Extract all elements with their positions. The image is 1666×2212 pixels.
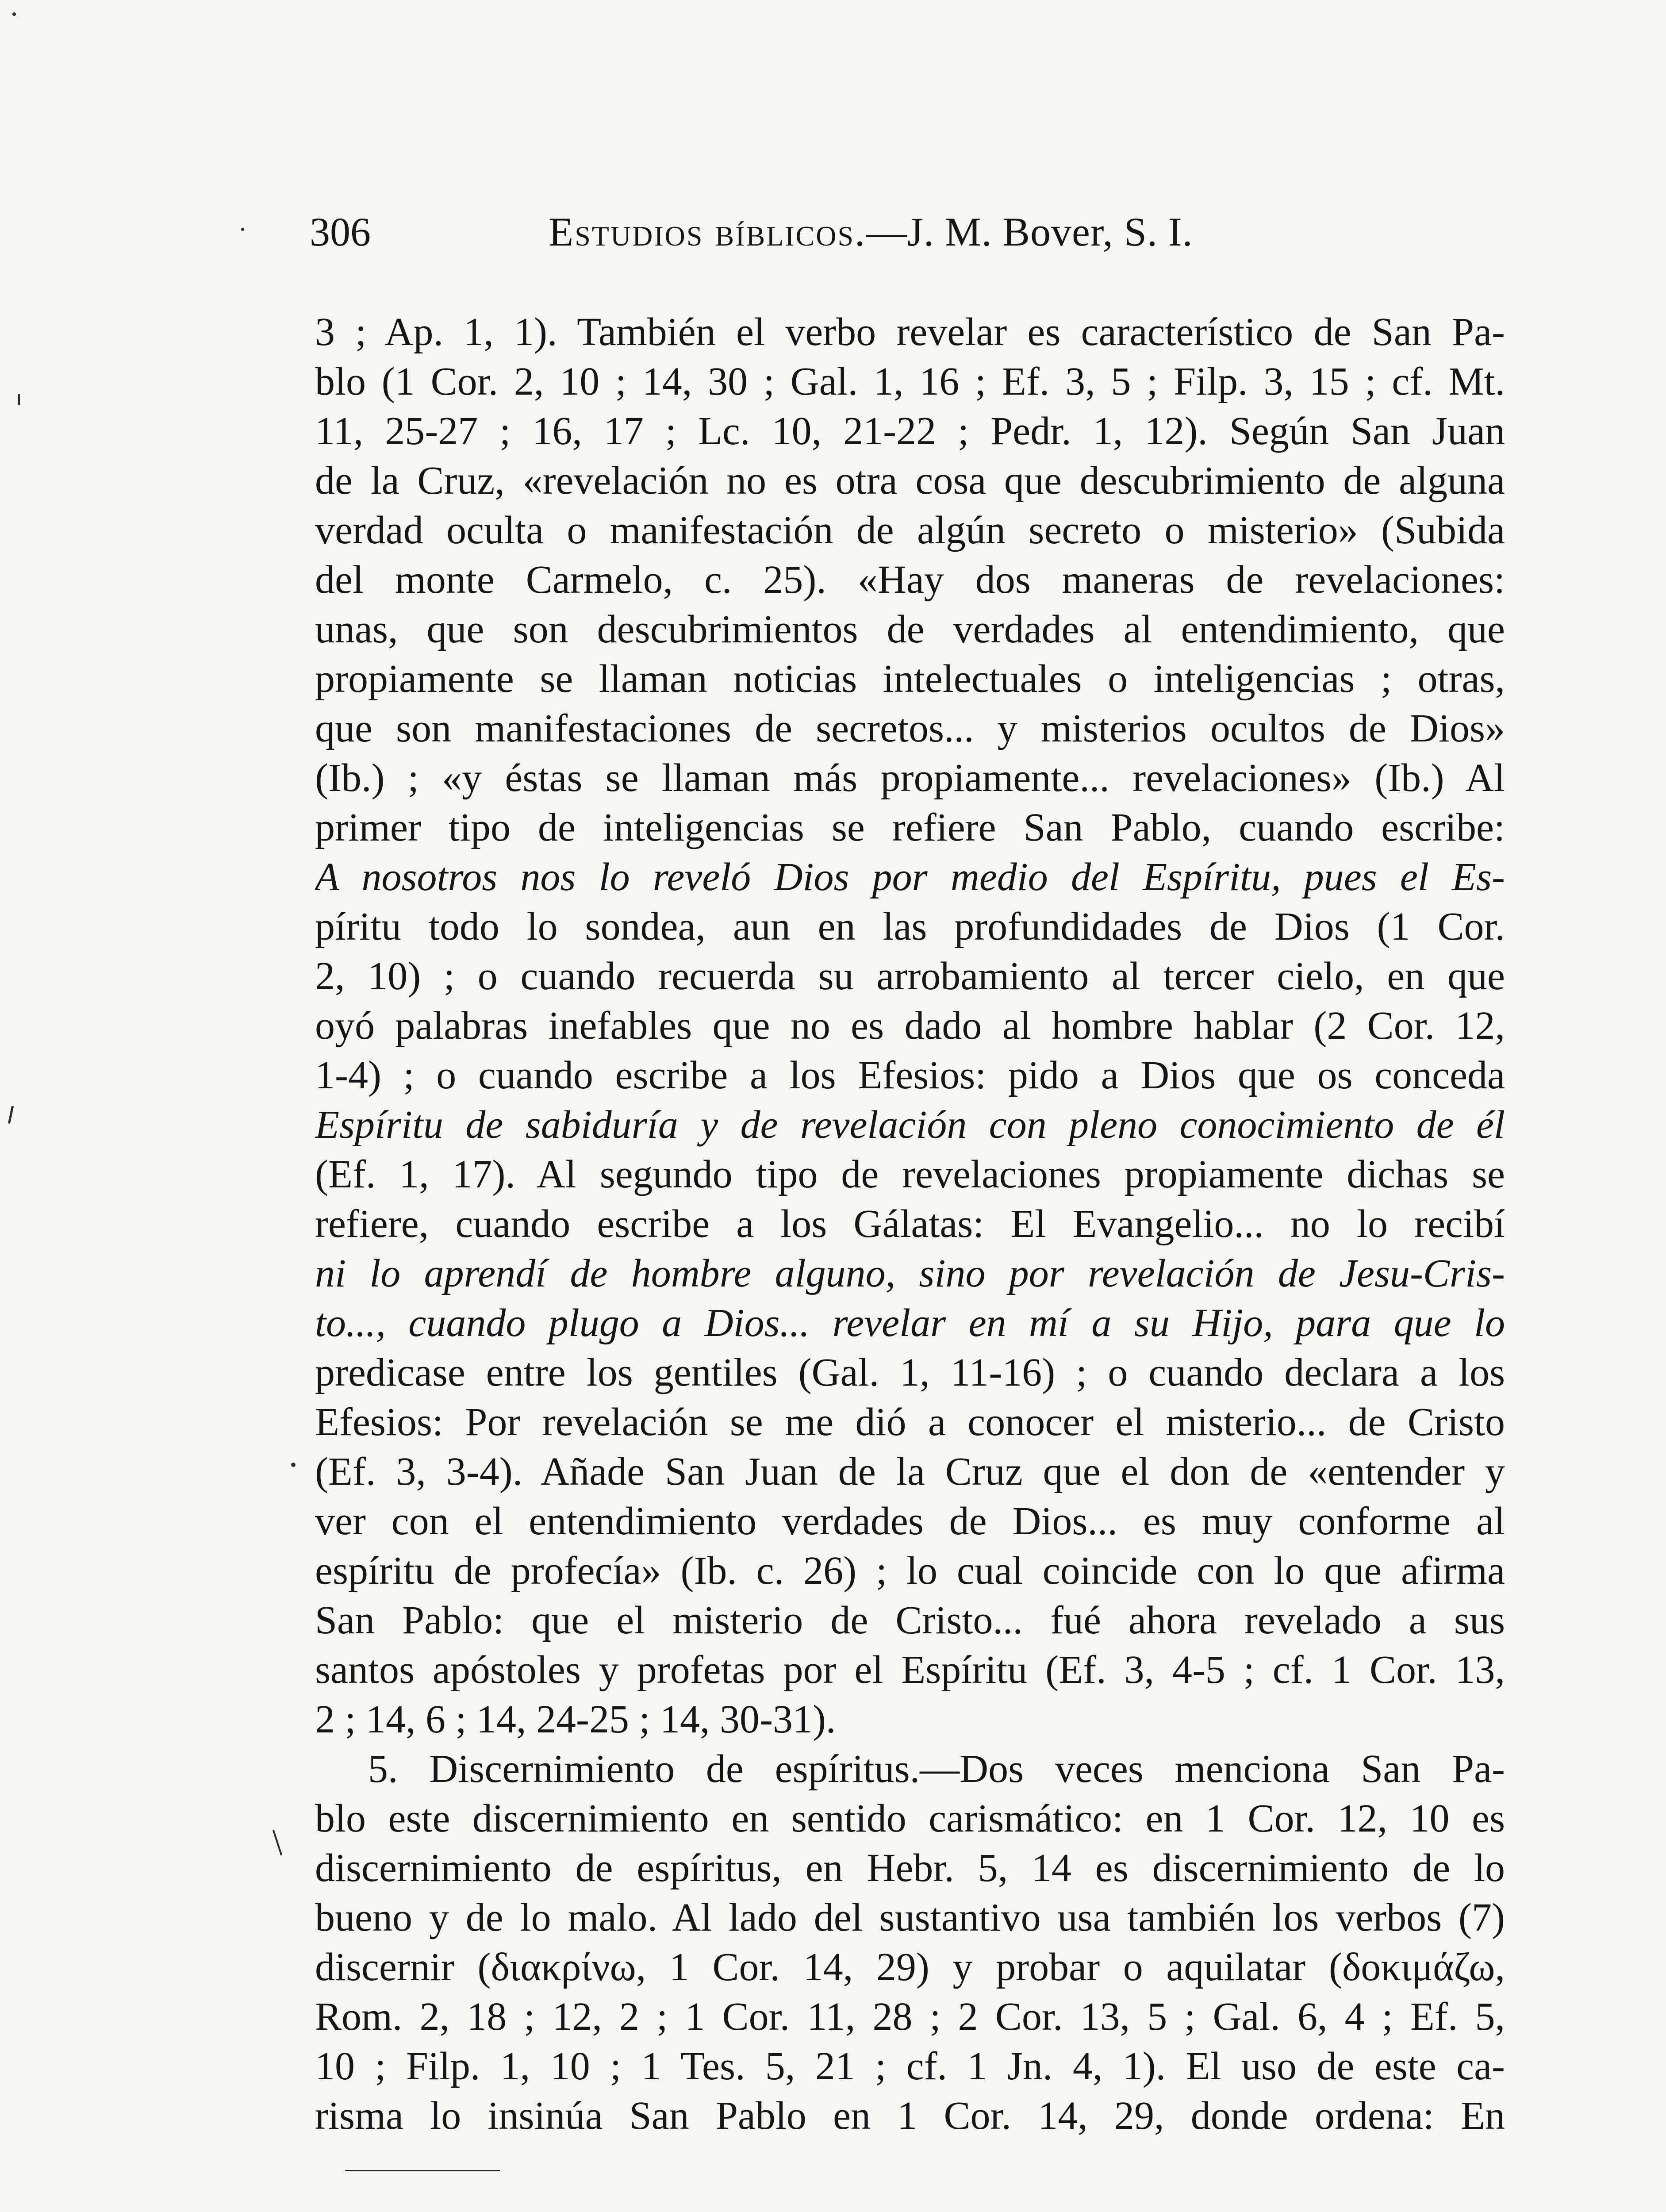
text-line: (Ef. 1, 17). Al segundo tipo de revelaciones propiamente dichas se — [315, 1152, 1505, 1196]
scan-speck — [8, 1106, 14, 1124]
text-line: unas, que son descubrimientos de verdades al entendimiento, que — [315, 607, 1505, 651]
footnote-line — [345, 2210, 1504, 2212]
text-line: Rom. 2, 18 ; 12, 2 ; 1 Cor. 11, 28 ; 2 Cor. 13, 5 ; Gal. 6, 4 ; Ef. 5, — [315, 1995, 1505, 2039]
page-header — [310, 207, 1509, 257]
text-line: 10 ; Filp. 1, 10 ; 1 Tes. 5, 21 ; cf. 1 Jn. 4, 1). El uso de este ca- — [315, 2044, 1505, 2088]
text-line: predicase entre los gentiles (Gal. 1, 11-16) ; o cuando declara a los — [315, 1351, 1505, 1394]
text-line: blo (1 Cor. 2, 10 ; 14, 30 ; Gal. 1, 16 ; Ef. 3, 5 ; Filp. 3, 15 ; cf. Mt. — [315, 360, 1505, 403]
scan-speck — [241, 228, 244, 231]
text-line: de la Cruz, «revelación no es otra cosa que descubrimiento de alguna — [315, 459, 1505, 503]
scan-speck — [18, 394, 20, 405]
text-line: San Pablo: que el misterio de Cristo... fué ahora revelado a sus — [315, 1598, 1505, 1642]
scan-speck — [12, 12, 16, 16]
footnote-rule — [345, 2170, 500, 2171]
text-line: píritu todo lo sondea, aun en las profundidades de Dios (1 Cor. — [315, 905, 1505, 949]
text-line: Efesios: Por revelación se me dió a conocer el misterio... de Cristo — [315, 1400, 1505, 1444]
text-line: A nosotros nos lo reveló Dios por medio del Espíritu, pues el Es- — [315, 855, 1505, 899]
running-head — [549, 207, 1193, 257]
text-line: primer tipo de inteligencias se refiere San Pablo, cuando escribe: — [315, 806, 1505, 849]
text-line: espíritu de profecía» (Ib. c. 26) ; lo cual coincide con lo que afirma — [315, 1549, 1505, 1593]
text-line: propiamente se llaman noticias intelectuales o inteligencias ; otras, — [315, 657, 1505, 701]
text-line: santos apóstoles y profetas por el Espíritu (Ef. 3, 4-5 ; cf. 1 Cor. 13, — [315, 1648, 1505, 1692]
running-head-author: —J. M. Bover, S. I. — [866, 209, 1193, 254]
text-line: 1-4) ; o cuando escribe a los Efesios: pido a Dios que os conceda — [315, 1053, 1505, 1097]
text-line: discernimiento de espíritus, en Hebr. 5, 14 es discernimiento de lo — [315, 1846, 1505, 1890]
text-line: ni lo aprendí de hombre alguno, sino por revelación de Jesu-Cris- — [315, 1252, 1505, 1295]
text-line: bueno y de lo malo. Al lado del sustantivo usa también los verbos (7) — [315, 1896, 1505, 1939]
text-line: 2, 10) ; o cuando recuerda su arrobamiento al tercer cielo, en que — [315, 954, 1505, 998]
text-line: refiere, cuando escribe a los Gálatas: El Evangelio... no lo recibí — [315, 1202, 1505, 1246]
text-line: oyó palabras inefables que no es dado al hombre hablar (2 Cor. 12, — [315, 1004, 1505, 1048]
text-line: ver con el entendimiento verdades de Dios... es muy conforme al — [315, 1499, 1505, 1543]
text-line: to..., cuando plugo a Dios... revelar en mí a su Hijo, para que lo — [315, 1301, 1505, 1345]
text-line: discernir (διακρίνω, 1 Cor. 14, 29) y probar o aquilatar (δοκιμάζω, — [315, 1945, 1505, 1989]
text-line: que son manifestaciones de secretos... y misterios ocultos de Dios» — [315, 707, 1505, 750]
text-line: risma lo insinúa San Pablo en 1 Cor. 14, 29, donde ordena: En — [315, 2094, 1505, 2138]
page-number: 306 — [310, 209, 371, 254]
running-head-title: Estudios bíblicos. — [549, 209, 867, 254]
text-line: verdad oculta o manifestación de algún secreto o misterio» (Subida — [315, 508, 1505, 552]
text-line: (Ib.) ; «y éstas se llaman más propiamente... revelaciones» (Ib.) Al — [315, 756, 1505, 800]
text-line: (Ef. 3, 3-4). Añade San Juan de la Cruz que el don de «entender y — [315, 1450, 1505, 1494]
scan-speck — [291, 1463, 296, 1467]
text-line: 2 ; 14, 6 ; 14, 24-25 ; 14, 30-31). — [315, 1697, 836, 1741]
scan-speck — [273, 1830, 282, 1855]
text-line: Espíritu de sabiduría y de revelación con pleno conocimiento de él — [315, 1103, 1505, 1147]
text-line: blo este discernimiento en sentido carismático: en 1 Cor. 12, 10 es — [315, 1797, 1505, 1840]
text-line: del monte Carmelo, c. 25). «Hay dos maneras de revelaciones: — [315, 558, 1505, 602]
text-line: 11, 25-27 ; 16, 17 ; Lc. 10, 21-22 ; Pedr. 1, 12). Según San Juan — [315, 409, 1505, 453]
section-heading-line: 5. Discernimiento de espíritus.—Dos veces menciona San Pa- — [368, 1747, 1505, 1791]
text-line: 3 ; Ap. 1, 1). También el verbo revelar es característico de San Pa- — [315, 310, 1505, 354]
